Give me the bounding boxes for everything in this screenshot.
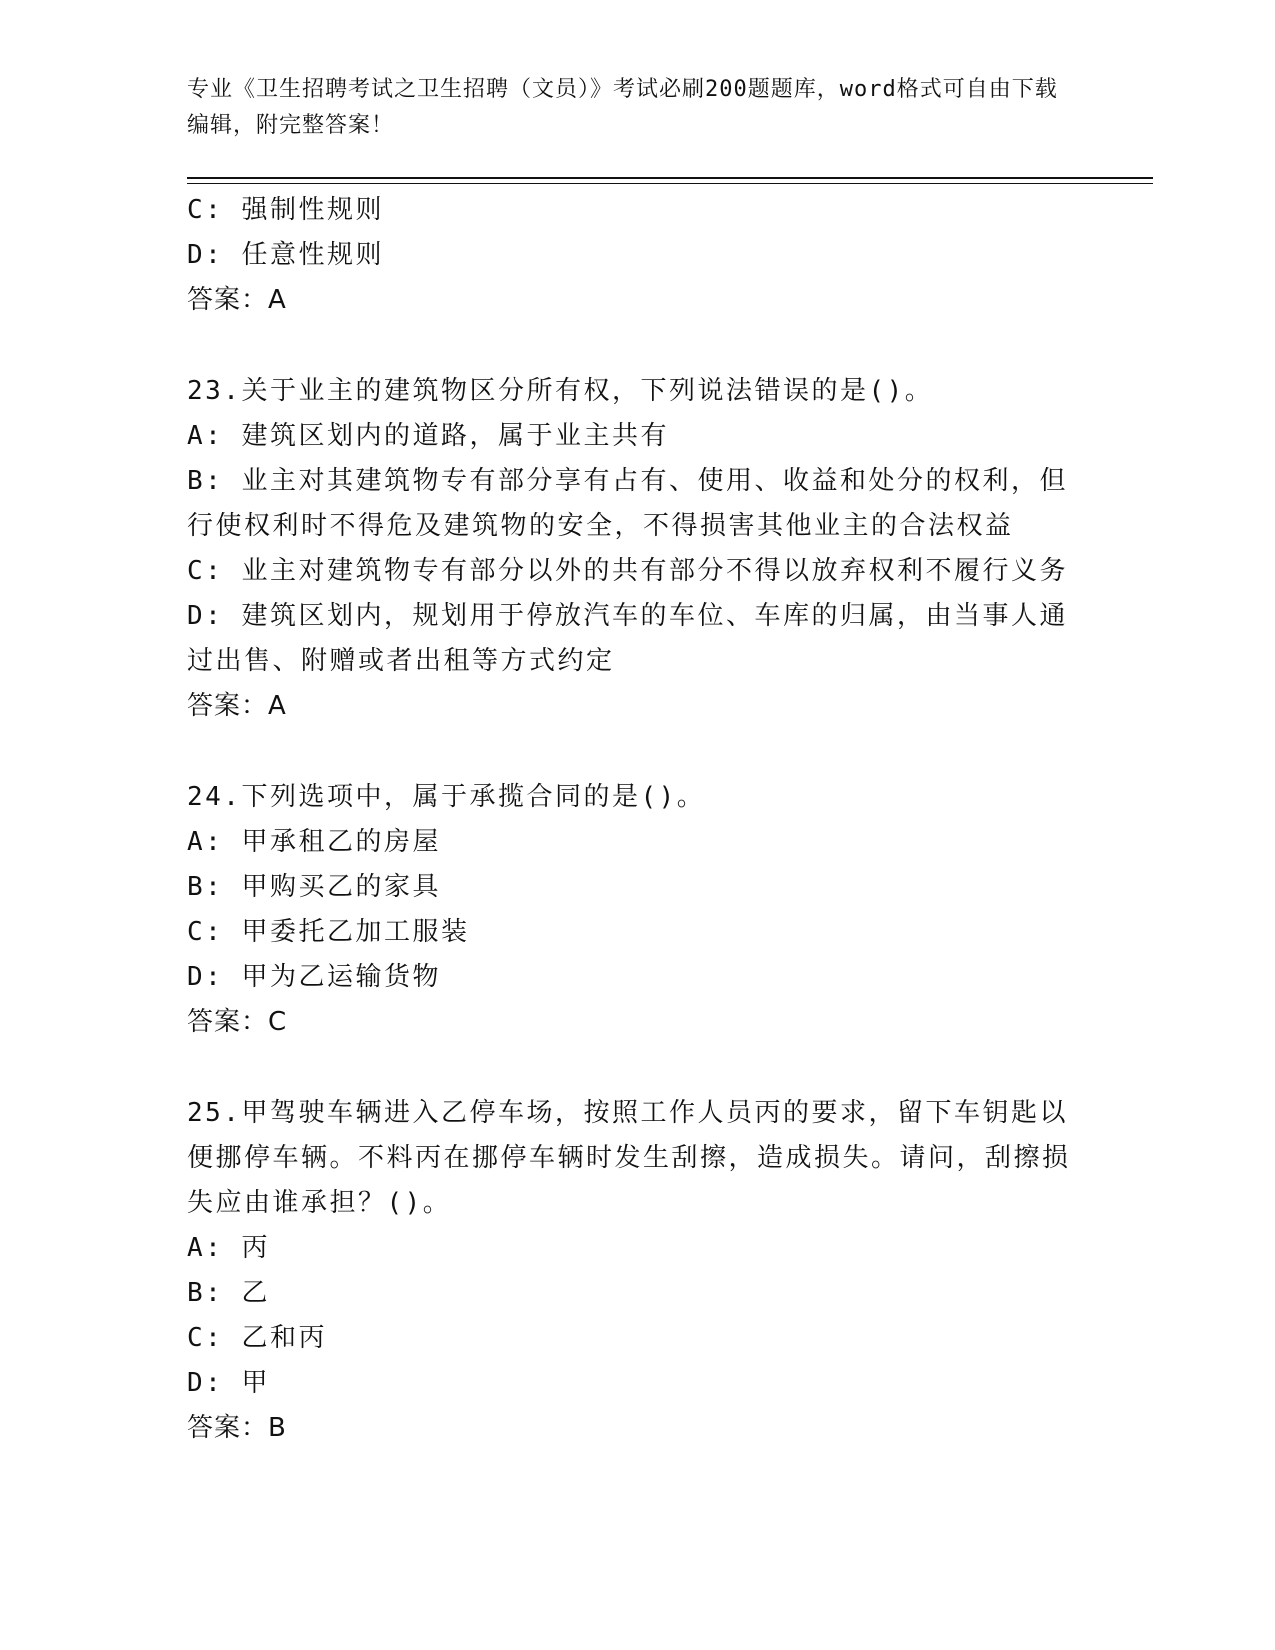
- option-d: D: 建筑区划内，规划用于停放汽车的车位、车库的归属，由当事人通过出售、附赠或者出租等方式约定: [187, 601, 1068, 676]
- previous-question-tail: [187, 188, 1087, 323]
- option-a: A: 建筑区划内的道路，属于业主共有: [187, 421, 669, 451]
- answer-line: 答案：C: [187, 1007, 288, 1037]
- option-b: B: 业主对其建筑物专有部分享有占有、使用、收益和处分的权利，但行使权利时不得危及建筑物的安全，不得损害其他业主的合法权益: [187, 466, 1068, 541]
- option-d: D: 任意性规则: [187, 240, 384, 270]
- header-divider-thin: [187, 183, 1153, 184]
- option-b: B: 甲购买乙的家具: [187, 872, 441, 902]
- option-a: A: 甲承租乙的房屋: [187, 827, 441, 857]
- option-b: B: 乙: [187, 1278, 270, 1308]
- document-header: 专业《卫生招聘考试之卫生招聘（文员）》考试必刷200题题库，word格式可自由下载编辑，附完整答案！: [187, 77, 1058, 138]
- answer-line: 答案：A: [187, 285, 287, 315]
- question-stem: 25.甲驾驶车辆进入乙停车场，按照工作人员丙的要求，留下车钥匙以便挪停车辆。不料丙在挪停车辆时发生刮擦，造成损失。请问，刮擦损失应由谁承担？()。: [187, 1098, 1071, 1218]
- question-25: [187, 1091, 1087, 1451]
- answer-line: 答案：B: [187, 1413, 287, 1443]
- option-a: A: 丙: [187, 1233, 270, 1263]
- header-divider-thick: [187, 177, 1153, 179]
- question-stem: 23.关于业主的建筑物区分所有权，下列说法错误的是()。: [187, 376, 934, 406]
- option-d: D: 甲: [187, 1368, 270, 1398]
- question-content: [187, 188, 1087, 1497]
- option-c: C: 乙和丙: [187, 1323, 327, 1353]
- option-c: C: 甲委托乙加工服装: [187, 917, 470, 947]
- option-c: C: 业主对建筑物专有部分以外的共有部分不得以放弃权利不履行义务: [187, 556, 1068, 586]
- answer-line: 答案：A: [187, 691, 287, 721]
- question-24: [187, 775, 1087, 1045]
- question-23: [187, 369, 1087, 729]
- option-d: D: 甲为乙运输货物: [187, 962, 441, 992]
- question-stem: 24.下列选项中，属于承揽合同的是()。: [187, 782, 706, 812]
- option-c: C: 强制性规则: [187, 195, 384, 225]
